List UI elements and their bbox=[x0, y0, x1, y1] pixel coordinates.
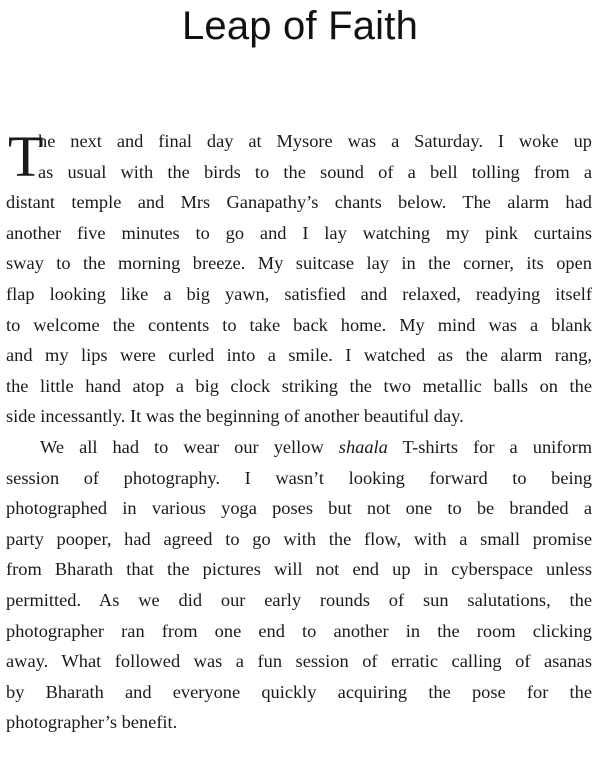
paragraph-2-line: photographer ran from one end to another in the room clicking bbox=[6, 620, 592, 641]
paragraph-1-line: side incessantly. It was the beginning of another beautiful day. bbox=[6, 406, 464, 427]
paragraph-2-text-before: We all had to wear our yellow bbox=[40, 436, 339, 457]
paragraph-2-line: photographed in various yoga poses but not one to be branded a bbox=[6, 498, 592, 519]
paragraph-1-line: another five minutes to go and I lay watching my pink curtains bbox=[6, 222, 592, 243]
paragraph-2-line: from Bharath that the pictures will not end up in cyberspace unless bbox=[6, 559, 592, 580]
paragraph-2-line: away. What followed was a fun session of erratic calling of asanas bbox=[6, 651, 592, 672]
chapter-title: Leap of Faith bbox=[181, 4, 419, 48]
paragraph-1-line-text: as usual with the birds to the sound of a bell tolling from a bbox=[38, 161, 592, 182]
paragraph-2-line: photographer’s benefit. bbox=[6, 712, 178, 733]
paragraph-2-line: session of photography. I wasn’t looking forward to being bbox=[6, 467, 592, 488]
chapter-body bbox=[6, 126, 592, 738]
paragraph-2-italic-word: shaala bbox=[338, 436, 388, 457]
paragraph-1-line bbox=[6, 157, 592, 188]
paragraph-2-line: by Bharath and everyone quickly acquiring the pose for the bbox=[6, 681, 592, 702]
paragraph-2-text-after: T-shirts for a uniform bbox=[387, 436, 592, 457]
paragraph-1-line: to welcome the contents to take back home. My mind was a blank bbox=[6, 314, 592, 335]
paragraph-1-line: sway to the morning breeze. My suitcase lay in the corner, its open bbox=[6, 253, 592, 274]
drop-cap: T bbox=[8, 124, 44, 189]
paragraph-1-line bbox=[6, 126, 592, 157]
paragraph-1-line-text: he next and final day at Mysore was a Saturday. I woke up bbox=[38, 131, 592, 151]
paragraph-1-line: and my lips were curled into a smile. I watched as the alarm rang, bbox=[6, 345, 592, 366]
paragraph-2-first-line bbox=[6, 432, 592, 463]
paragraph-1-line: the little hand atop a big clock striking the two metallic balls on the bbox=[6, 375, 592, 396]
paragraph-1-line: distant temple and Mrs Ganapathy’s chants below. The alarm had bbox=[6, 192, 592, 213]
paragraph-2-line: party pooper, had agreed to go with the flow, with a small promise bbox=[6, 528, 592, 549]
paragraph-1-line: flap looking like a big yawn, satisfied and relaxed, readying itself bbox=[6, 283, 592, 304]
paragraph-2-line: permitted. As we did our early rounds of sun salutations, the bbox=[6, 589, 592, 610]
